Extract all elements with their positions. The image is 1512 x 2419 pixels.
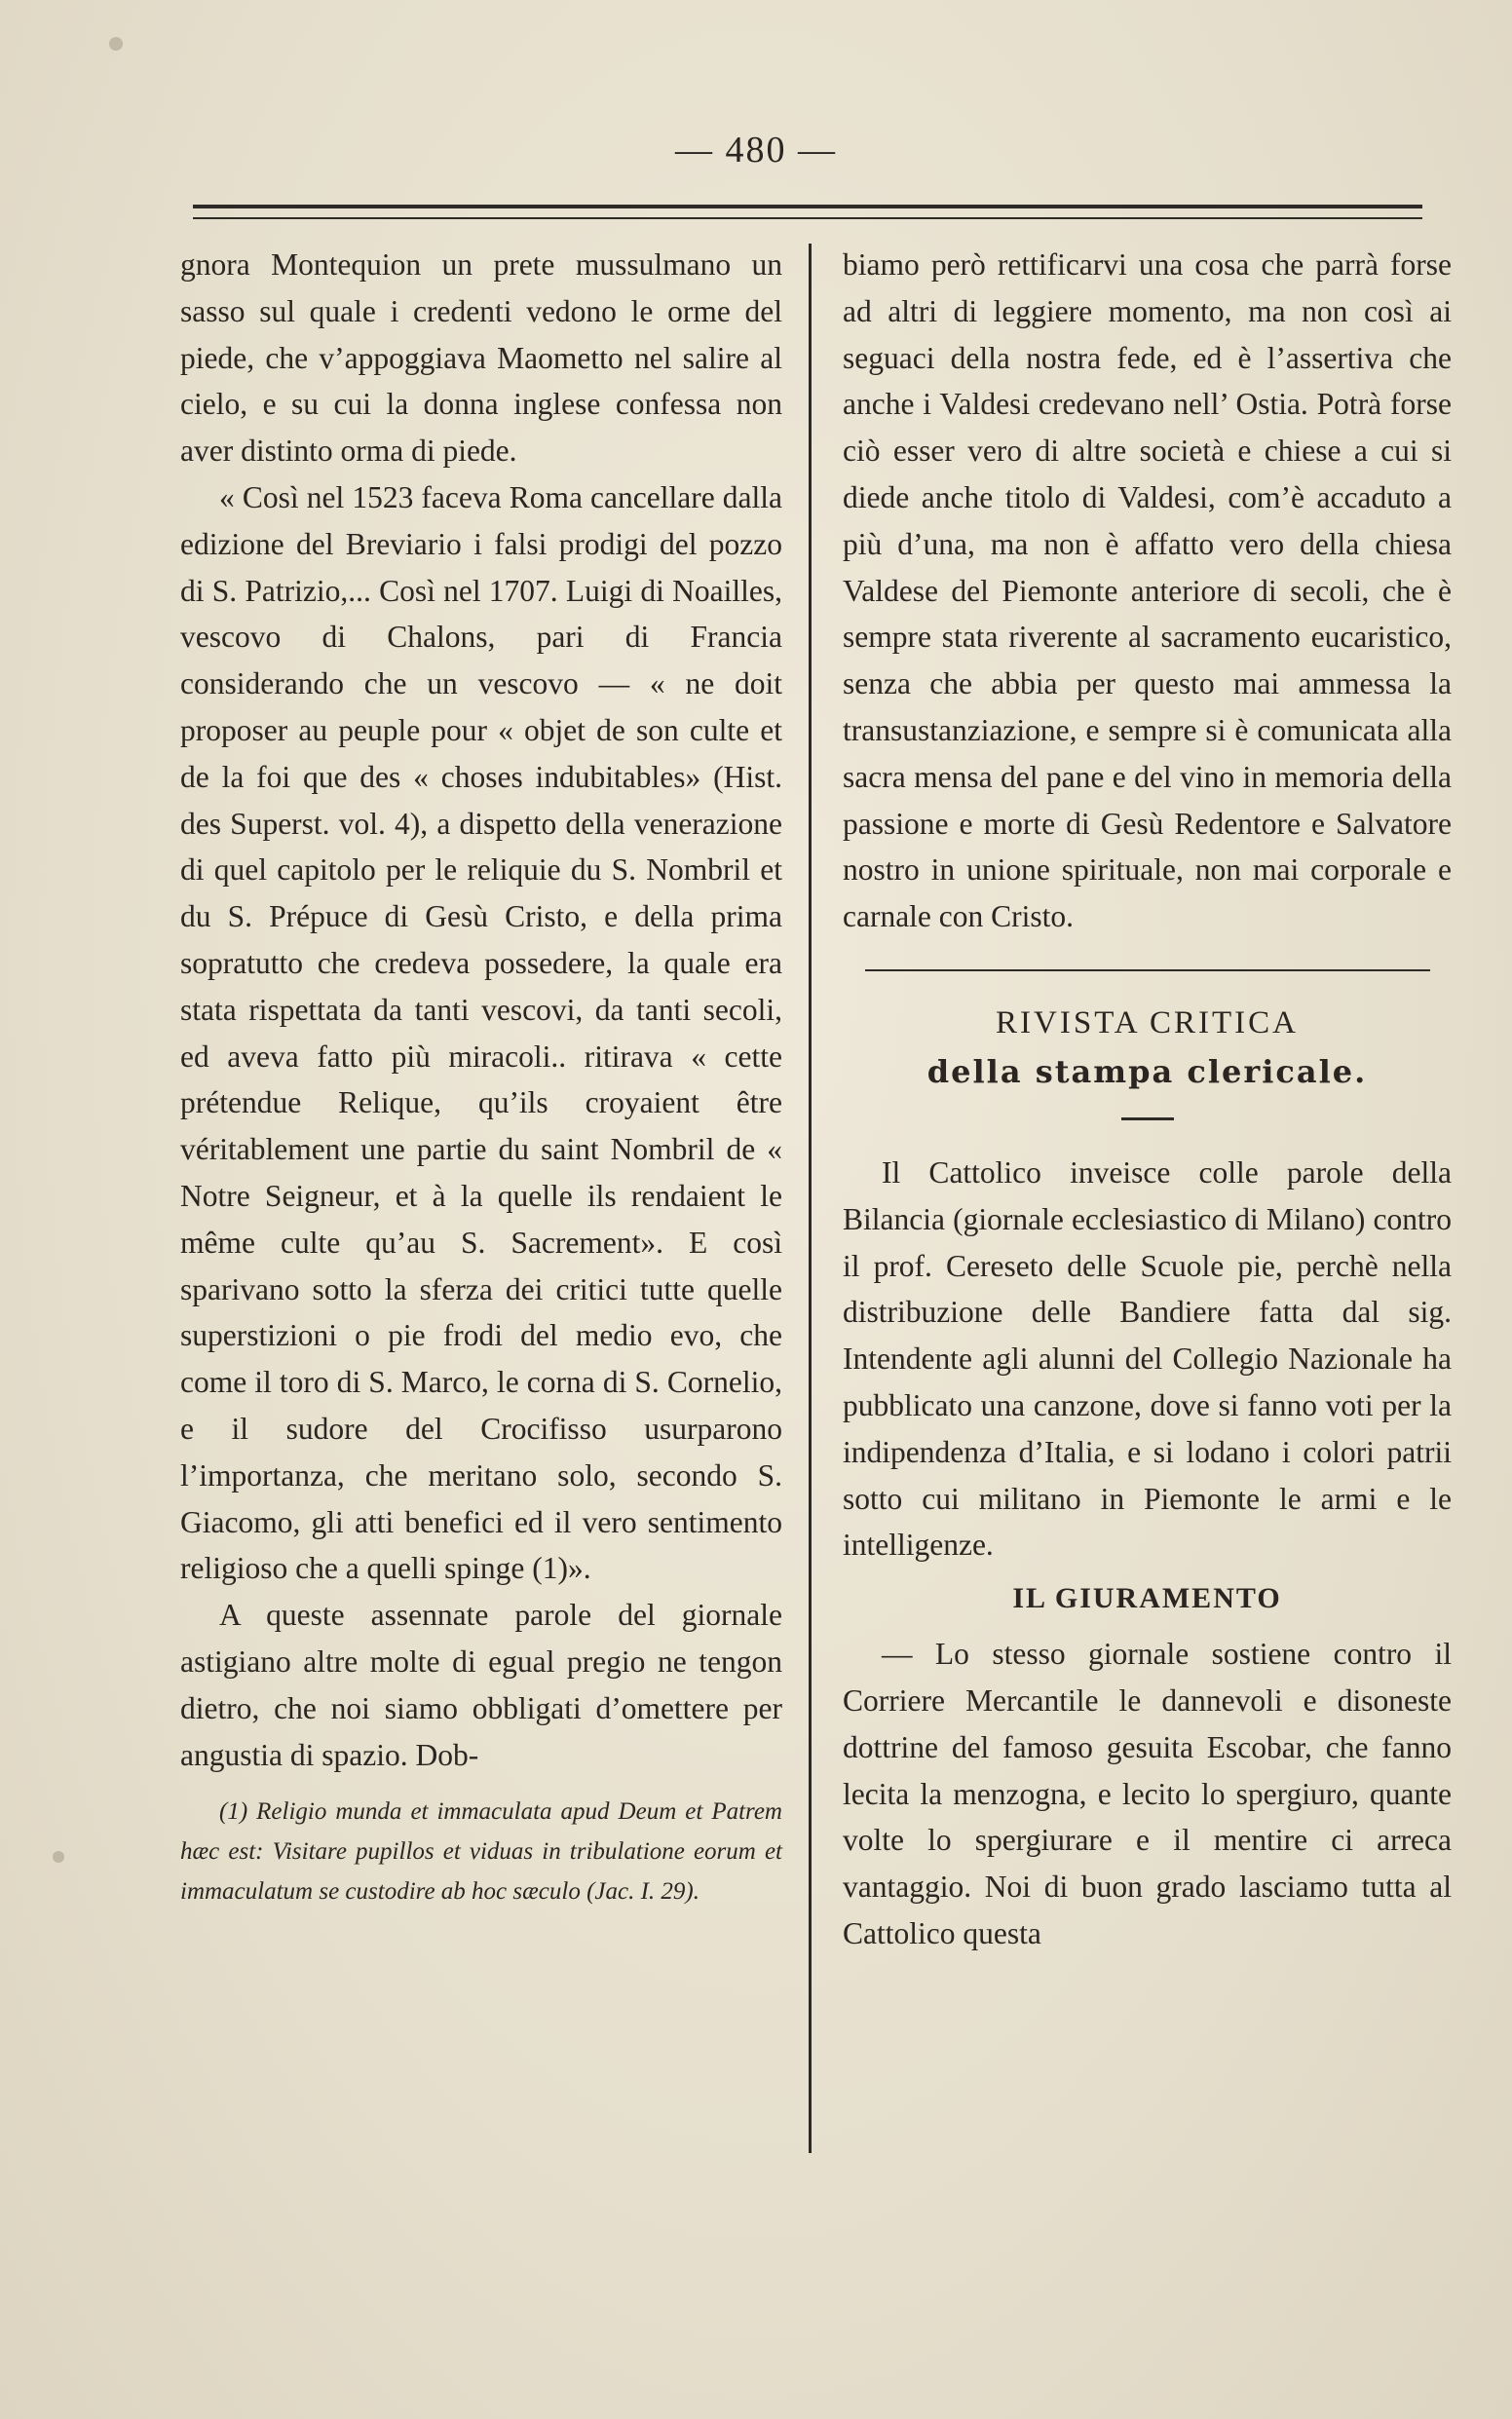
right-paragraph-2: Il Cattolico inveisce colle parole della Bilancia (giornale ecclesiastico di Milano) contro il prof. Cereseto delle Scuole pie, perchè nella distribuzione delle Bandiere fatta dal sig. Intendente agli alunni del Collegio Nazionale ha pubblicato una canzone, dove si fanno voti per la indipendenza d’Italia, e si lodano i colori patrii sotto cui militano in Piemonte le armi e le intelligenze. <box>843 1154 1452 1563</box>
left-paragraph-3: A queste assennate parole del giornale astigiano altre molte di egual pregio ne tengon dietro, che noi siamo obbligati d’omettere per angustia di spazio. Dob- <box>180 1598 782 1772</box>
left-paragraph-2: « Così nel 1523 faceva Roma cancellare dalla edizione del Breviario i falsi prodigi del pozzo di S. Patrizio,... Così nel 1707. Luigi di Noailles, vescovo di Chalons, pari di Francia considerando che un vescovo — « ne doit proposer au peuple pour « objet de son culte et de la foi que des « choses indubitables» (Hist. des Superst. vol. 4), a dispetto della venerazione di quel capitolo per le reliquie du S. Nombril et du S. Prépuce di Gesù Cristo, e della prima sopratutto che credeva possedere, la quale era stata rispettata da tanti vescovi, da tanti secoli, ed aveva fatto più miracoli.. ritirava « cette prétendue Relique, qu’ils croyaient être véritablement une partie du saint Nombril de « Notre Seigneur, et à la quelle ils rendaient le même culte qu’au S. Sacrement». E così sparivano sotto la sferza dei critici tutte quelle superstizioni o pie frodi del medio evo, che come il toro di S. Marco, le corna di S. Cornelio, e il sudore del Crocifisso usurparono l’importanza, che meritano solo, secondo S. Giacomo, gli atti benefici ed il vero sentimento religioso che a quelli spinge (1)». <box>180 479 782 1586</box>
header-rule <box>193 205 1422 219</box>
section-rule-short <box>1121 1117 1174 1120</box>
right-paragraph-3: — Lo stesso giornale sostiene contro il Corriere Mercantile le dannevoli e disoneste dottrine del famoso gesuita Escobar, che fanno lecita la menzogna, e lecito lo spergiuro, quante volte lo spergiurare e il mentire ci arreca vantaggio. Noi di buon grado lasciamo tutta al Cattolico questa <box>843 1637 1452 1950</box>
section-subtitle: della stampa clericale. <box>926 1052 1368 1090</box>
section-title: RIVISTA CRITICA <box>996 1004 1299 1040</box>
paper-stain <box>53 1851 64 1863</box>
page-number: — 480 — <box>675 130 837 170</box>
right-column <box>843 242 1452 1957</box>
right-paragraph-1: biamo però rettificarvi una cosa che parrà forse ad altri di leggiere momento, ma non così ai seguaci della nostra fede, ed è l’assertiva che anche i Valdesi credevano nell’ Ostia. Potrà forse ciò esser vero di altre società e chiese a cui si diede anche titolo di Valdesi, com’è accaduto a più d’una, ma non è affatto vero della chiesa Valdese del Piemonte anteriore di secoli, che è sempre stata riverente al sacramento eucaristico, senza che abbia per questo mai ammessa la transustanziazione, e sempre si è comunicata alla sacra mensa del pane e del vino in memoria della passione e morte di Gesù Redentore e Salvatore nostro in unione spirituale, non mai corporale e carnale con Cristo. <box>843 247 1452 934</box>
section-rule <box>865 969 1430 971</box>
paper-stain <box>109 37 123 51</box>
column-divider <box>809 244 812 2153</box>
footnote: (1) Religio munda et immaculata apud Deum et Patrem hæc est: Visitare pupillos et viduas in tribulatione eorum et immaculatum se custodire ab hoc sæculo (Jac. I. 29). <box>180 1798 782 1906</box>
subheading: IL GIURAMENTO <box>1012 1582 1282 1615</box>
left-paragraph-1: gnora Montequion un prete mussulmano un sasso sul quale i credenti vedono le orme del piede, che v’appoggiava Maometto nel salire al cielo, e su cui la donna inglese confessa non aver distinto orma di piede. <box>180 247 782 469</box>
left-column <box>180 242 782 1911</box>
